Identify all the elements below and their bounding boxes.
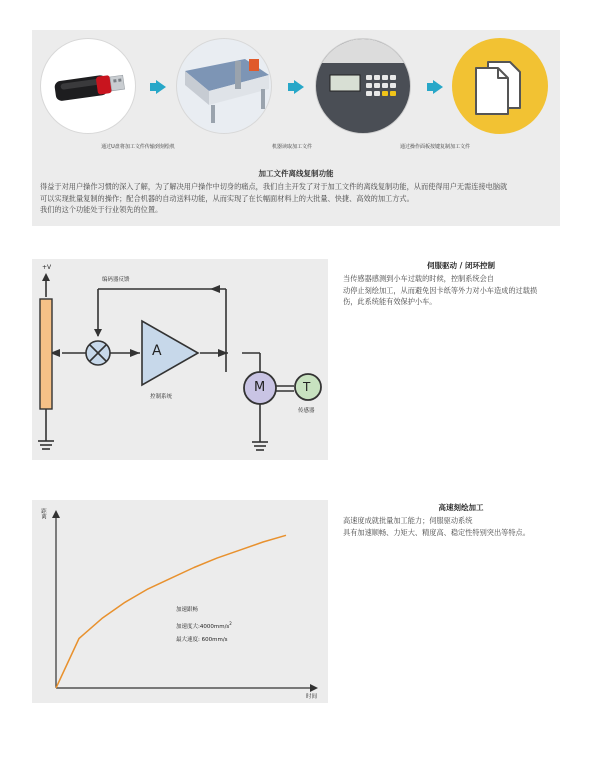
annotation-max-speed: 最大速度: 600mm/s [176,636,228,643]
x-axis-label: 时间 [306,694,318,700]
amplifier-label: A [152,343,162,359]
speed-section-title: 高速刻绘加工 [438,503,484,512]
paragraph-line: 动停止刻绘加工，从而避免因卡纸等外力对小车造成的过载损 [343,285,538,295]
control-panel-image [315,38,411,134]
arrow-right-icon [294,80,304,94]
tacho-label: T [303,380,311,394]
paragraph-line: 可以实现批量复制的操作；配合机器的自动送料功能，从而实现了在长幅面材料上的大批量、快捷、高效的加工方式。 [40,193,414,203]
annotation-acceleration: 加速度大$:4000mm/s^2$ [176,621,232,630]
section-title: 加工文件离线复制功能 [258,169,334,178]
paragraph-line: 具有加速顺畅、力矩大、精度高、稳定性特别突出等特点。 [343,527,530,537]
step-caption: 通过U盘将加工文件传输到刻绘机 [101,144,175,150]
encoder-feedback-label: 编码器反馈 [102,277,130,283]
paragraph-line: 我们的这个功能处于行业领先的位置。 [40,205,163,214]
speed-section-description [343,515,583,538]
y-axis-arrow-icon [52,510,60,518]
paragraph-line: 高速度成就批量加工能力；伺服驱动系统 [343,516,473,525]
step-caption: 通过操作面板按键复制加工文件 [399,144,471,150]
supply-label: +V [42,264,52,271]
offline-copy-section [32,30,560,226]
speed-chart-panel [32,500,328,703]
x-axis-arrow-icon [310,684,318,692]
sensor-label: 传感器 [298,408,315,414]
paragraph-line: 得益于对用户操作习惯的深入了解，为了解决用户操作中切身的痛点，我们自主开发了对于加工文件的离线复制功能，从而使得用户无需连接电脑就 [40,182,508,191]
motor-label: M [254,380,266,395]
annotation-title: 加速跟畅 [176,607,199,613]
servo-section-description [343,273,583,308]
step-caption: 机器读取加工文件 [271,144,313,150]
paragraph-line: 当传感器感测到小车过载的时候，控制系统会自 [343,274,494,283]
speed-curve [56,535,286,688]
servo-section-title: 伺服驱动 / 闭环控制 [427,261,495,270]
y-axis-label: 距离 [40,508,46,519]
section-description [40,181,552,216]
speed-curve-chart [32,500,328,703]
servo-loop-diagram [32,259,328,460]
paragraph-line: 伤，此系统能有效保护小车。 [343,297,437,307]
control-system-label: 控制系统 [150,394,173,400]
arrow-right-icon [156,80,166,94]
cutting-plotter-image [176,38,272,134]
copy-files-icon [452,38,548,134]
usb-drive-image [40,38,136,134]
arrow-right-icon [433,80,443,94]
chart-annotation [176,604,232,647]
servo-diagram-panel [32,259,328,460]
